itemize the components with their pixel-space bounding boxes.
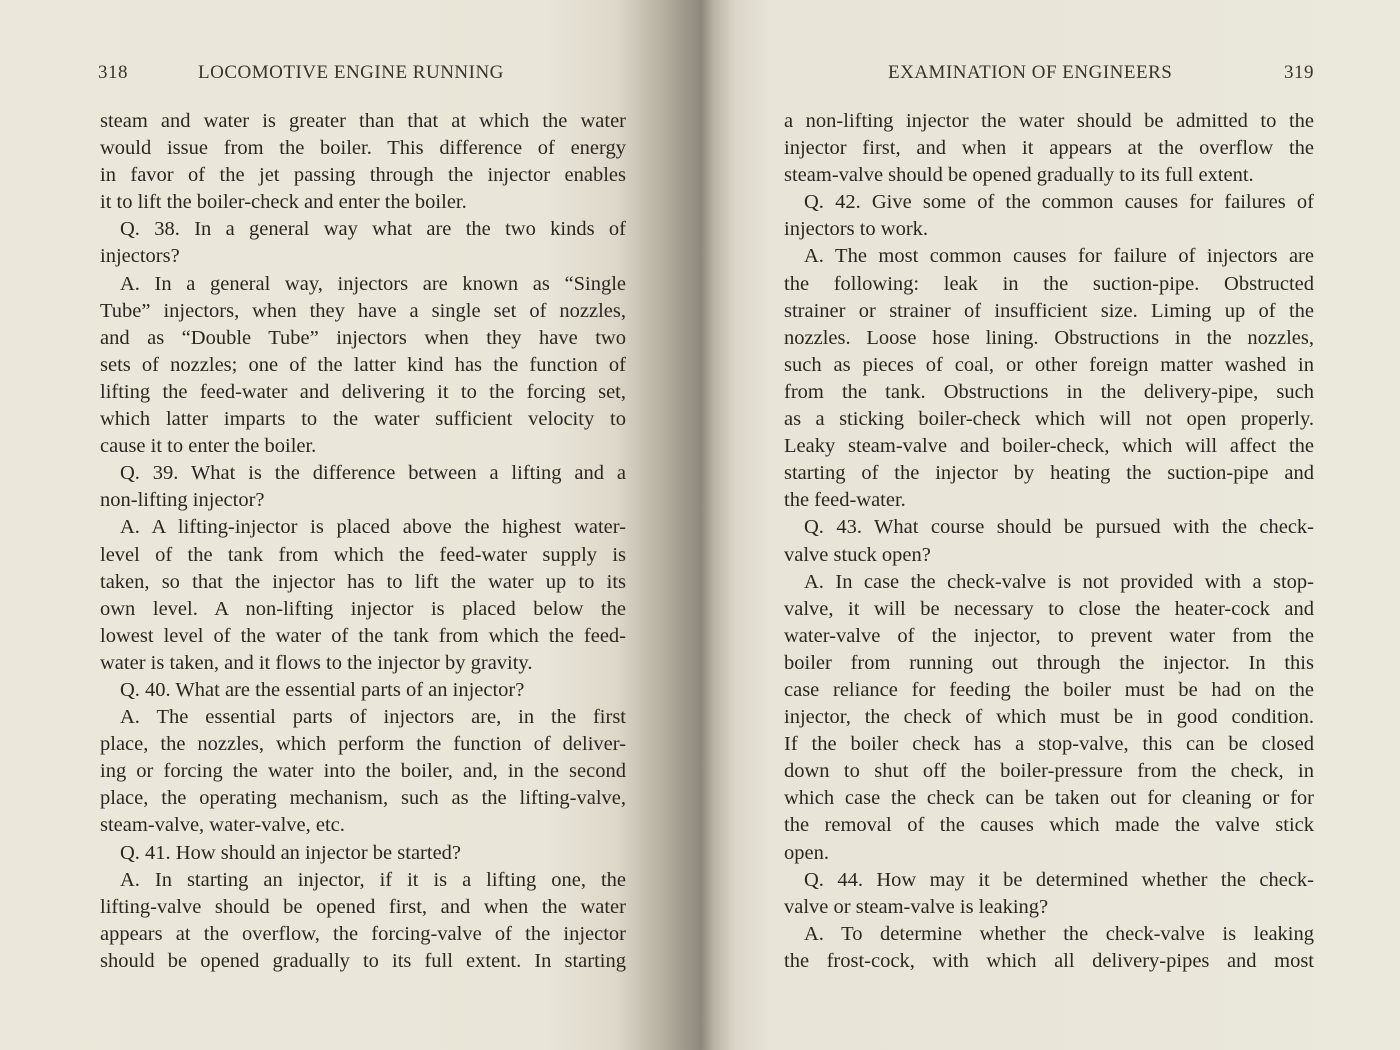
text-line: place, the nozzles, which perform the function of deliver- [100,733,626,756]
text-line: starting of the injector by heating the suction-pipe and [784,462,1314,485]
right-page [700,0,1400,1050]
question-line: Q. 41. How should an injector be started? [120,841,462,864]
answer-line: A. In a general way, injectors are known as “Single [120,272,626,295]
left-page-text [100,108,626,975]
text-line: water-valve of the injector, to prevent water from the [784,624,1314,647]
text-line: boiler from running out through the injector. In this [784,651,1314,674]
answer-line: A. The most common causes for failure of injectors are [804,245,1314,268]
text-line: down to shut off the boiler-pressure from the check, in [784,760,1314,783]
text-line: and as “Double Tube” injectors when they have two [100,326,626,349]
text-line: the frost-cock, with which all delivery-pipes and most [784,949,1314,972]
text-line: lowest level of the water of the tank from which the feed- [100,624,626,647]
text-line: non-lifting injector? [100,489,265,512]
text-line: the feed-water. [784,489,906,512]
left-running-title: LOCOMOTIVE ENGINE RUNNING [198,62,504,83]
text-line: from the tank. Obstructions in the delivery-pipe, such [784,380,1314,403]
text-line: water is taken, and it flows to the injector by gravity. [100,651,533,674]
text-line: case reliance for feeding the boiler must be had on the [784,678,1314,701]
text-line: nozzles. Loose hose lining. Obstructions in the nozzles, [784,326,1314,349]
text-line: would issue from the boiler. This difference of energy [100,137,626,160]
text-line: which latter imparts to the water sufficient velocity to [100,408,626,431]
text-line: sets of nozzles; one of the latter kind has the function of [100,353,626,376]
right-page-text [784,108,1314,975]
text-line: the following: leak in the suction-pipe. Obstructed [784,272,1314,295]
text-line: which case the check can be taken out for cleaning or for [784,787,1314,810]
text-line: own level. A non-lifting injector is placed below the [100,597,626,620]
right-running-title: EXAMINATION OF ENGINEERS [888,62,1173,83]
question-line: Q. 39. What is the difference between a lifting and a [120,462,626,485]
text-line: Leaky steam-valve and boiler-check, which will affect the [784,435,1314,458]
text-line: open. [784,841,829,864]
text-line: ing or forcing the water into the boiler, and, in the second [100,760,626,783]
answer-line: A. To determine whether the check-valve is leaking [804,922,1314,945]
left-page-header [98,62,626,90]
text-line: strainer or strainer of insufficient size. Liming up of the [784,299,1314,322]
text-line: Tube” injectors, when they have a single set of nozzles, [100,299,626,322]
text-line: steam-valve should be opened gradually to its full extent. [784,164,1254,187]
text-line: valve or steam-valve is leaking? [784,895,1049,918]
text-line: valve, it will be necessary to close the heater-cock and [784,597,1314,620]
answer-line: A. The essential parts of injectors are, in the first [120,706,626,729]
text-line: valve stuck open? [784,543,931,566]
text-line: place, the operating mechanism, such as the lifting-valve, [100,787,626,810]
answer-line: A. In starting an injector, if it is a lifting one, the [120,868,626,891]
text-line: lifting the feed-water and delivering it to the forcing set, [100,380,626,403]
text-line: injectors? [100,245,180,268]
text-line: steam-valve, water-valve, etc. [100,814,345,837]
question-line: Q. 40. What are the essential parts of an injector? [120,678,525,701]
question-line: Q. 42. Give some of the common causes for failures of [804,191,1314,214]
text-line: the removal of the causes which made the valve stick [784,814,1314,837]
text-line: cause it to enter the boiler. [100,435,317,458]
text-line: steam and water is greater than that at which the water [100,110,626,132]
left-page-number: 318 [98,62,128,83]
question-line: Q. 43. What course should be pursued with the check- [804,516,1314,539]
text-line: injectors to work. [784,218,929,241]
right-page-header [784,62,1314,90]
text-line: taken, so that the injector has to lift the water up to its [100,570,626,593]
text-line: If the boiler check has a stop-valve, this can be closed [784,733,1314,756]
text-line: a non-lifting injector the water should be admitted to the [784,110,1314,132]
text-line: such as pieces of coal, or other foreign matter washed in [784,353,1314,376]
text-line: lifting-valve should be opened first, and when the water [100,895,626,918]
text-line: as a sticking boiler-check which will not open properly. [784,408,1314,431]
question-line: Q. 44. How may it be determined whether the check- [804,868,1314,891]
answer-line: A. In case the check-valve is not provided with a stop- [804,570,1314,593]
right-page-number: 319 [1284,62,1314,83]
text-line: level of the tank from which the feed-water supply is [100,543,626,566]
text-line: should be opened gradually to its full extent. In starting [100,949,626,972]
text-line: it to lift the boiler-check and enter the boiler. [100,191,467,214]
text-line: appears at the overflow, the forcing-valve of the injector [100,922,626,945]
text-line: injector first, and when it appears at the overflow the [784,137,1314,160]
text-line: in favor of the jet passing through the injector enables [100,164,626,187]
question-line: Q. 38. In a general way what are the two kinds of [120,218,626,241]
text-line: injector, the check of which must be in good condition. [784,706,1314,729]
answer-line: A. A lifting-injector is placed above the highest water- [120,516,626,539]
